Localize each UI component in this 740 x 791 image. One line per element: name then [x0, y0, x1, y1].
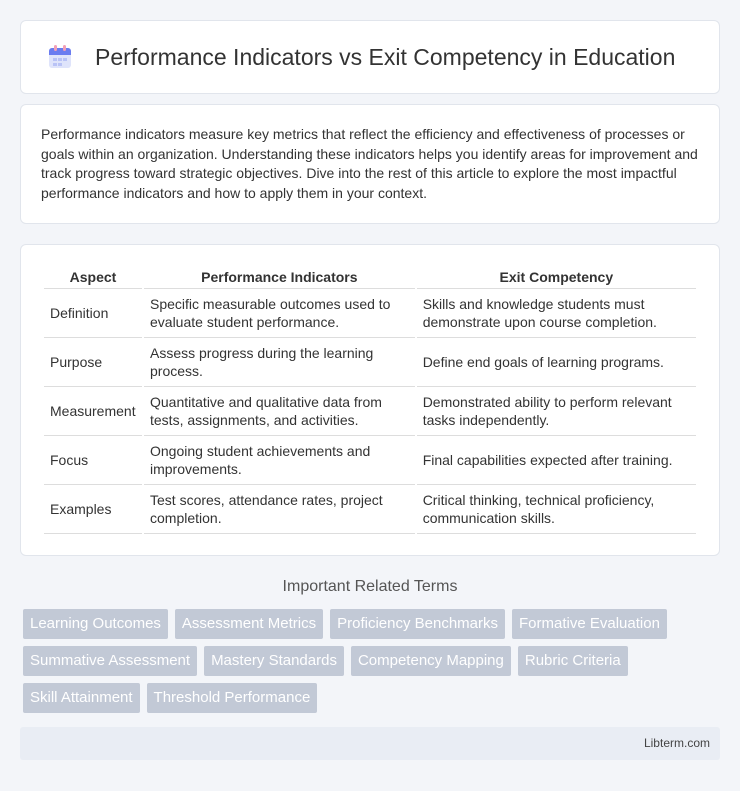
row-aspect: Measurement — [44, 387, 142, 436]
row-aspect: Definition — [44, 289, 142, 338]
footer-site-link[interactable]: Libterm.com — [643, 736, 710, 750]
related-term-tag[interactable]: Skill Attainment — [23, 683, 140, 713]
intro-card — [20, 104, 720, 224]
header-exit-competency: Exit Competency — [417, 265, 696, 289]
row-performance: Test scores, attendance rates, project completion. — [144, 485, 415, 534]
table-header-row — [44, 265, 696, 289]
related-term-tag[interactable]: Summative Assessment — [23, 646, 197, 676]
row-aspect: Focus — [44, 436, 142, 485]
table-row — [44, 387, 696, 436]
row-exit: Final capabilities expected after training. — [417, 436, 696, 485]
calendar-icon — [47, 44, 73, 70]
row-exit: Critical thinking, technical proficiency, communication skills. — [417, 485, 696, 534]
related-terms-list — [23, 609, 723, 713]
related-term-tag[interactable]: Learning Outcomes — [23, 609, 168, 639]
related-term-tag[interactable]: Rubric Criteria — [518, 646, 628, 676]
footer — [20, 727, 720, 760]
row-performance: Assess progress during the learning process. — [144, 338, 415, 387]
related-term-tag[interactable]: Formative Evaluation — [512, 609, 667, 639]
table-row — [44, 289, 696, 338]
row-exit: Define end goals of learning programs. — [417, 338, 696, 387]
page-title: Performance Indicators vs Exit Competency in Education — [95, 43, 676, 70]
related-term-tag[interactable]: Mastery Standards — [204, 646, 344, 676]
intro-text: Performance indicators measure key metrics that reflect the efficiency and effectiveness of processes or goals within an organization. Understanding these indicators helps you identify areas for improvement and track progress toward strategic objectives. Dive into the rest of this article to explore the most impactful performance indicators and how to apply them in your context. — [41, 126, 698, 201]
row-aspect: Purpose — [44, 338, 142, 387]
row-performance: Specific measurable outcomes used to evaluate student performance. — [144, 289, 415, 338]
table-row — [44, 436, 696, 485]
related-term-tag[interactable]: Proficiency Benchmarks — [330, 609, 505, 639]
related-term-tag[interactable]: Threshold Performance — [147, 683, 318, 713]
row-aspect: Examples — [44, 485, 142, 534]
related-term-tag[interactable]: Assessment Metrics — [175, 609, 323, 639]
row-performance: Ongoing student achievements and improvements. — [144, 436, 415, 485]
related-term-tag[interactable]: Competency Mapping — [351, 646, 511, 676]
row-exit: Demonstrated ability to perform relevant tasks independently. — [417, 387, 696, 436]
comparison-card — [20, 244, 720, 556]
row-exit: Skills and knowledge students must demonstrate upon course completion. — [417, 289, 696, 338]
header-card — [20, 20, 720, 94]
header-performance-indicators: Performance Indicators — [144, 265, 415, 289]
table-row — [44, 485, 696, 534]
table-row — [44, 338, 696, 387]
header-aspect: Aspect — [44, 265, 142, 289]
related-terms-title: Important Related Terms — [282, 578, 458, 595]
row-performance: Quantitative and qualitative data from tests, assignments, and activities. — [144, 387, 415, 436]
comparison-table — [42, 265, 698, 534]
